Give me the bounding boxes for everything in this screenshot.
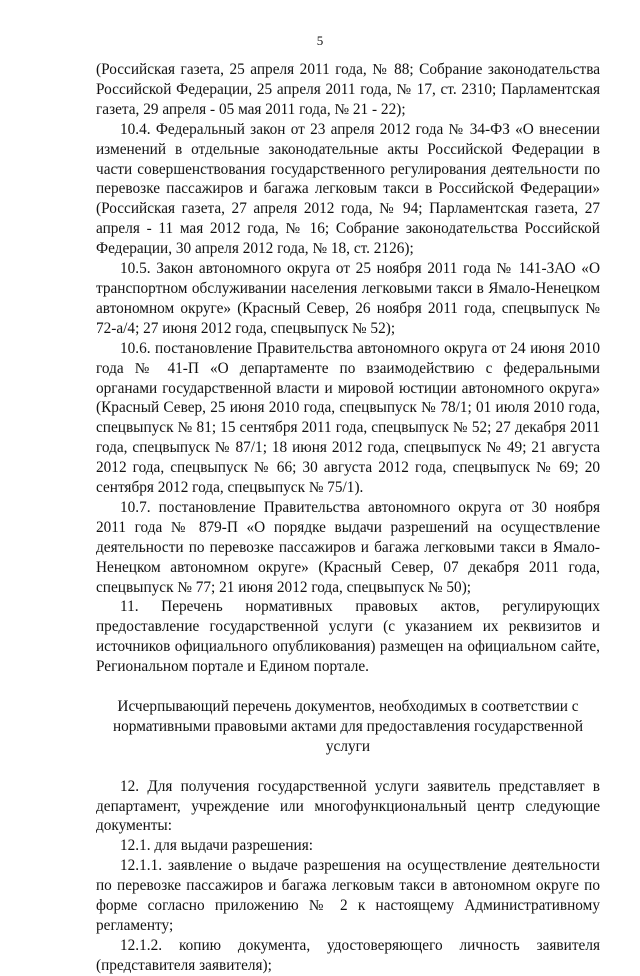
paragraph-11: 11. Перечень нормативных правовых актов, регулирующих предоставление государственной услуги (с указанием их реквизитов и источников официального опубликования) размещен на официальном сайте, Региональном портале и Едином портале. (96, 598, 600, 676)
paragraph-continuation: (Российская газета, 25 апреля 2011 года, № 88; Собрание законодательства Российской Федерации, 25 апреля 2011 года, № 17, ст. 2310; Парламентская газета, 29 апреля - 05 мая 2011 года, № 21 - 22); (96, 61, 600, 118)
section-heading: Исчерпывающий перечень документов, необходимых в соответствии с нормативными правовыми актами для предоставления государственной услуги (112, 697, 584, 755)
paragraph-12-1-1: 12.1.1. заявление о выдаче разрешения на осуществление деятельности по перевозке пассажиров и багажа легковым такси в автономном округе по форме согласно приложению № 2 к настоящему Административному регламенту; (96, 857, 600, 934)
paragraph-12-1: 12.1. для выдачи разрешения: (120, 837, 314, 855)
document-body (96, 60, 600, 976)
paragraph-10-5: 10.5. Закон автономного округа от 25 ноября 2011 года № 141-ЗАО «О транспортном обслуживании населения легковыми такси в Ямало-Ненецком автономном округе» (Красный Север, 26 ноября 2011 года, спецвыпуск № 72-а/4; 27 июня 2012 года, спецвыпуск № 52); (96, 260, 600, 337)
spacer (96, 677, 600, 697)
paragraph-10-7: 10.7. постановление Правительства автономного округа от 30 ноября 2011 года № 879-П «О порядке выдачи разрешений на осуществление деятельности по перевозке пассажиров и багажа легковыми такси в Ямало-Ненецком автономном округе» (Красный Север, 07 декабря 2011 года, спецвыпуск № 77; 21 июня 2012 года, спецвыпуск № 50); (96, 498, 600, 596)
paragraph-12-1-2: 12.1.2. копию документа, удостоверяющего личность заявителя (представителя заявителя); (96, 936, 600, 974)
paragraph-10-4: 10.4. Федеральный закон от 23 апреля 2012 года № 34-ФЗ «О внесении изменений в отдельные законодательные акты Российской Федерации в части совершенствования государственного регулирования деятельности по перевозке пассажиров и багажа легковым такси в Российской Федерации» (Российская газета, 27 апреля 2012 года, № 94; Парламентская газета, 27 апреля - 11 мая 2012 года, № 16; Собрание законодательства Российской Федерации, 30 апреля 2012 года, № 18, ст. 2126); (96, 120, 600, 258)
page-number: 5 (316, 33, 324, 48)
spacer (96, 757, 600, 777)
paragraph-12: 12. Для получения государственной услуги заявитель представляет в департамент, учреждение или многофункциональный центр следующие документы: (96, 777, 600, 835)
paragraph-10-6: 10.6. постановление Правительства автономного округа от 24 июня 2010 года № 41-П «О департаменте по взаимодействию с федеральными органами государственной власти и мировой юстиции автономного округа» (Красный Север, 25 июня 2010 года, спецвыпуск № 78/1; 01 июля 2010 года, спецвыпуск № 81; 15 сентября 2011 года, спецвыпуск № 52; 27 декабря 2011 года, спецвыпуск № 87/1; 18 июня 2012 года, спецвыпуск № 49; 21 августа 2012 года, спецвыпуск № 66; 30 августа 2012 года, спецвыпуск № 69; 20 сентября 2012 года, спецвыпуск № 75/1). (96, 339, 600, 497)
